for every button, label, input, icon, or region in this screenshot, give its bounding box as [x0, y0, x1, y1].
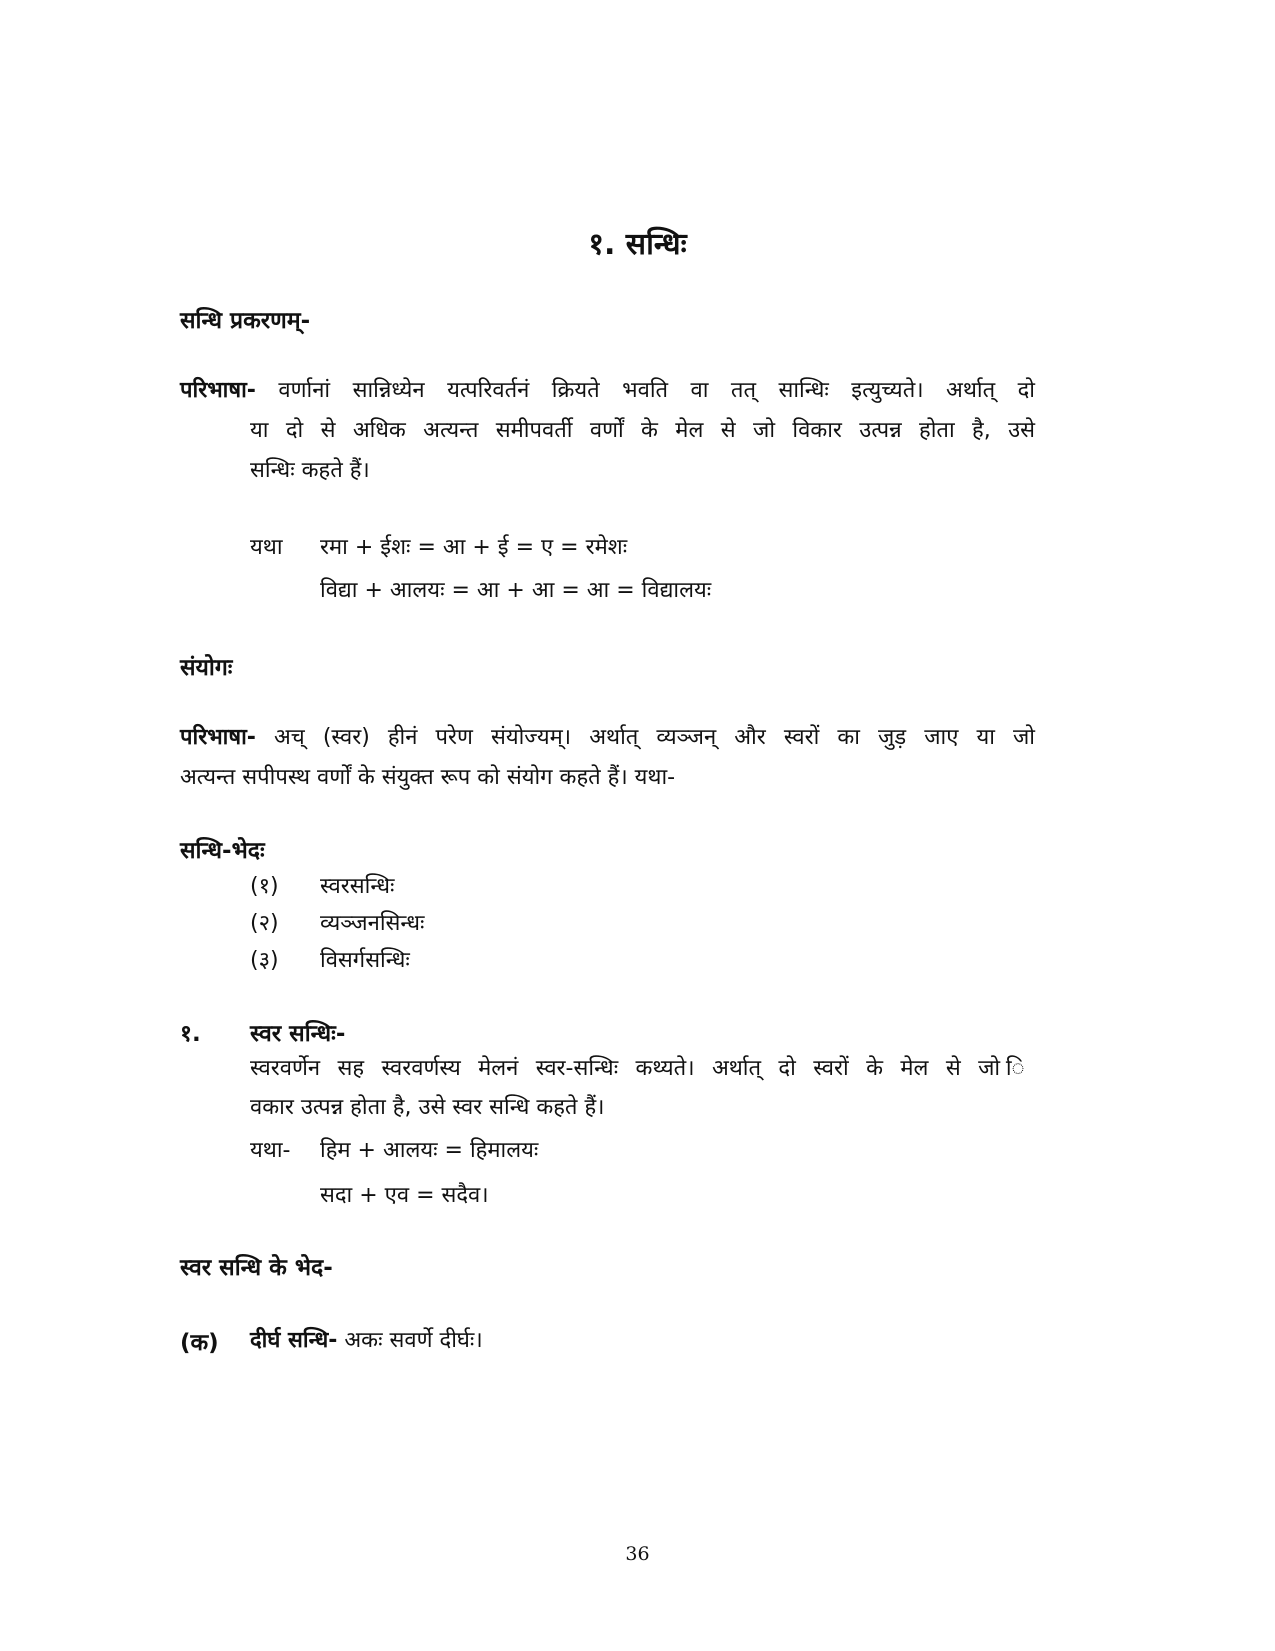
page-number: 36 [625, 1543, 650, 1565]
definition-2-line-1: अच् (स्वर) हीनं परेण संयोज्यम्। अर्थात् व्यञ्जन् और स्वरों का जुड़ जाए या जो [273, 725, 1035, 750]
list-item: व्यञ्जनसिन्धः [320, 911, 425, 936]
example-label: यथा [250, 535, 283, 560]
list-item-num: (३) [250, 948, 279, 973]
swara-line-2: वकार उत्पन्न होता है, उसे स्वर सन्धि कहते हैं। [250, 1095, 605, 1120]
section-heading-sanyoga: संयोगः [180, 655, 233, 681]
section-heading-prakaranam: सन्धि प्रकरणम्- [180, 308, 311, 334]
example-line-2: सदा + एव = सदैव। [320, 1183, 489, 1208]
definition-label: परिभाषा- [180, 378, 256, 403]
example-line-1: हिम + आलयः = हिमालयः [320, 1138, 539, 1163]
section-heading-swara-types: स्वर सन्धि के भेद- [180, 1255, 333, 1281]
example-line-2: विद्या + आलयः = आ + आ = आ = विद्यालयः [320, 578, 712, 603]
list-item: स्वरसन्धिः [320, 874, 395, 899]
section-number: १. [180, 1021, 201, 1047]
subsection-heading-dirgha: दीर्घ सन्धि- [250, 1328, 338, 1353]
list-item-num: (१) [250, 874, 279, 899]
swara-line-1: स्वरवर्णेन सह स्वरवर्णस्य मेलनं स्वर-सन्धिः कथ्यते। अर्थात् दो स्वरों के मेल से जो ि [250, 1056, 1035, 1081]
list-item-num: (२) [250, 911, 279, 936]
dirgha-text: अकः सवर्णे दीर्घः। [344, 1328, 483, 1353]
list-item: विसर्गसन्धिः [320, 948, 410, 973]
subsection-label: (क) [180, 1330, 219, 1356]
page-title: १. सन्धिः [588, 227, 687, 262]
definition-1-line-2: या दो से अधिक अत्यन्त समीपवर्ती वर्णों के मेल से जो विकार उत्पन्न होता है, उसे [250, 418, 1035, 443]
example-line-1: रमा + ईशः = आ + ई = ए = रमेशः [320, 535, 628, 560]
definition-label: परिभाषा- [180, 725, 256, 750]
section-heading-types: सन्धि-भेदः [180, 838, 265, 864]
definition-1 [180, 370, 1035, 412]
example-label: यथा- [250, 1138, 291, 1163]
definition-2-line-2: अत्यन्त सपीपस्थ वर्णों के संयुक्त रूप को संयोग कहते हैं। यथा- [180, 765, 676, 790]
definition-1-line-3: सन्धिः कहते हैं। [250, 458, 370, 483]
definition-1-line-1: वर्णानां सान्निध्येन यत्परिवर्तनं क्रियते भवति वा तत् सान्धिः इत्युच्यते। अर्थात् दो [278, 378, 1035, 403]
section-heading-swara: स्वर सन्धिः- [250, 1021, 346, 1047]
definition-2 [180, 717, 1035, 759]
dirgha-line [250, 1320, 483, 1362]
